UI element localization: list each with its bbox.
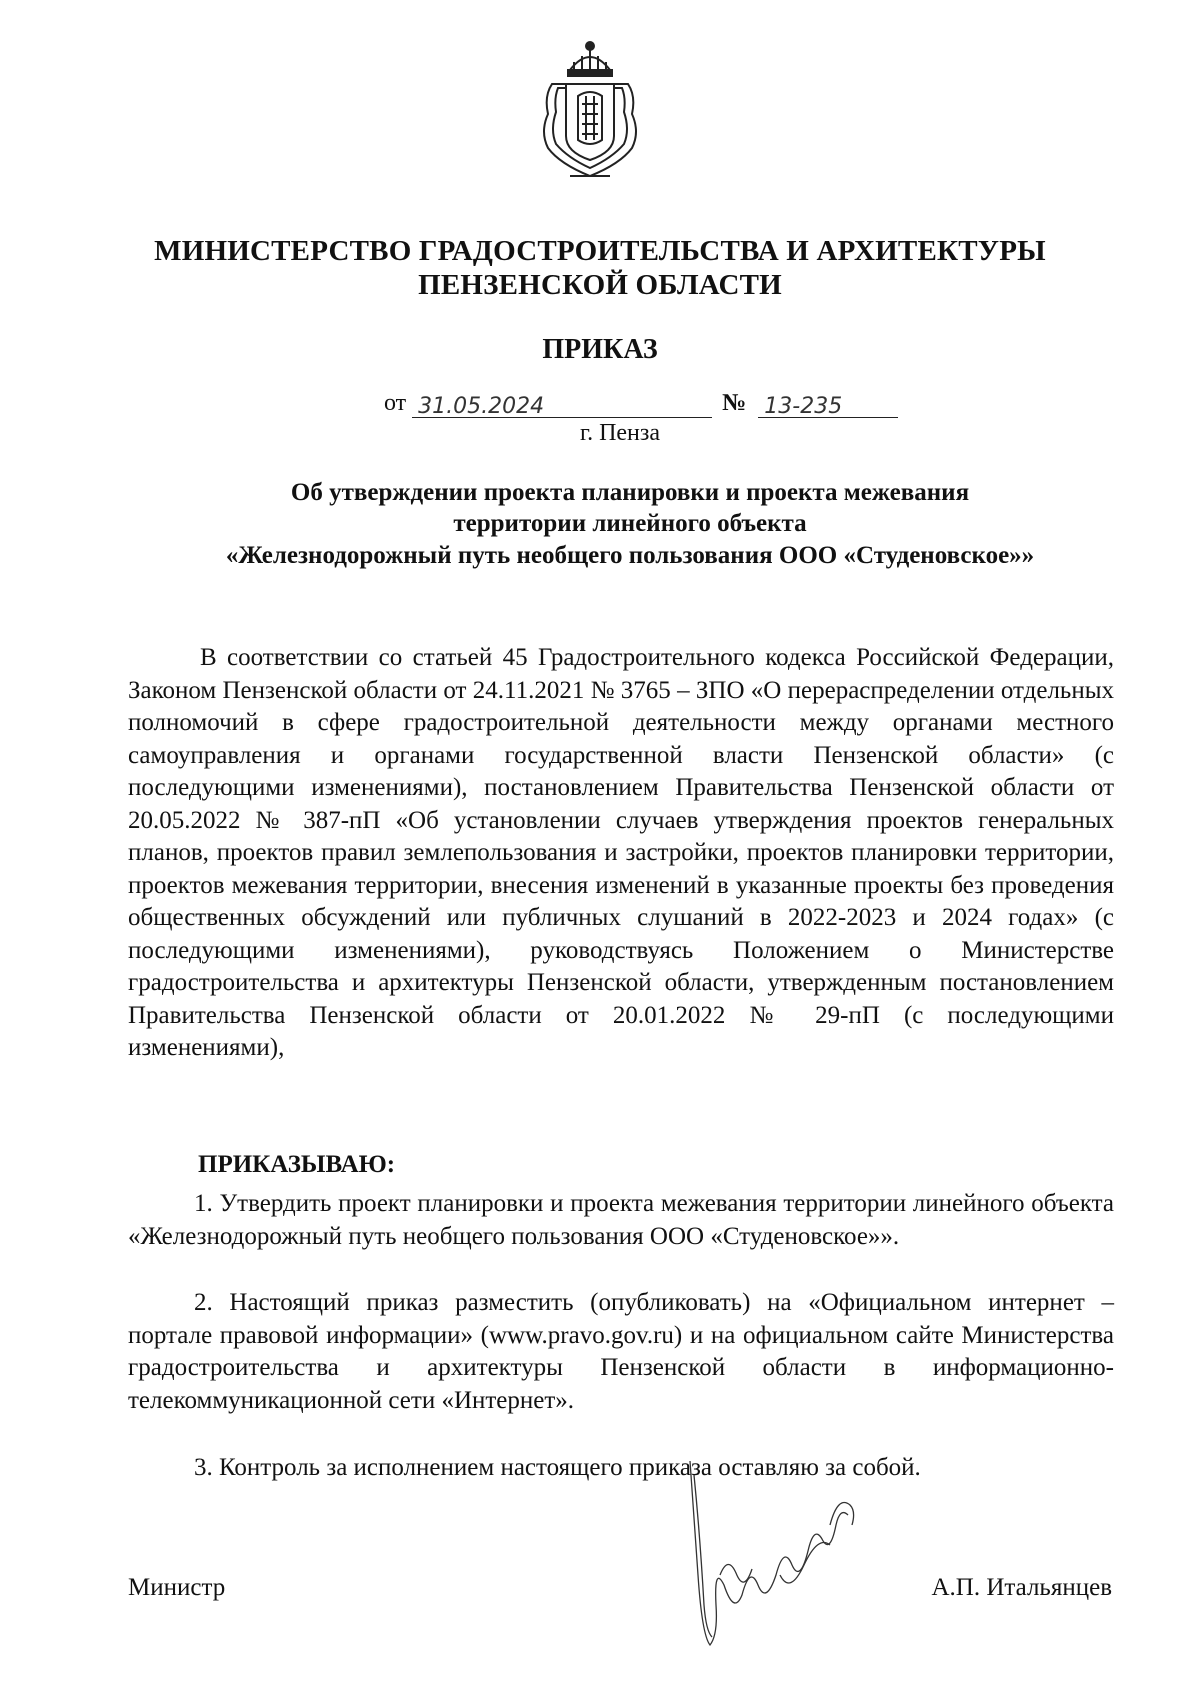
order-item-2: 2. Настоящий приказ разместить (опубликовать) на «Официальном интернет – портале правовой информации» (www.pravo.gov.ru) и на официальном сайте Министерства градостроительства и архитектуры Пензенской области в информационно-телекоммуникационной сети «Интернет».: [128, 1289, 1114, 1414]
preamble-paragraph: В соответствии со статьей 45 Градостроительного кодекса Российской Федерации, Законом Пензенской области от 24.11.2021 № 3765 – ЗПО «О перераспределении отдельных полномочий в сфере градостроительной деятельности между органами местного самоуправления и органами государственной власти Пензенской области» (с последующими изменениями), постановлением Правительства Пензенской области от 20.05.2022 № 387-пП «Об установлении случаев утверждения проектов генеральных планов, проектов правил землепользования и застройки, проектов планировки территории, проектов межевания территории, внесения изменений в указанные проекты без проведения общественных обсуждений или публичных слушаний в 2022-2023 и 2024 годах» (с последующими изменениями), руководствуясь Положением о Министерстве градостроительства и архитектуры Пензенской области, утвержденным постановлением Правительства Пензенской области от 20.01.2022 № 29-пП (с последующими изменениями),: [128, 644, 1114, 1061]
subject-line1: Об утверждении проекта планировки и проекта межевания: [290, 479, 970, 506]
order-item-1: 1. Утвердить проект планировки и проекта межевания территории линейного объекта «Железнодорожный путь необщего пользования ООО «Студеновское»».: [128, 1190, 1114, 1250]
number-prefix: №: [722, 390, 747, 416]
order-item-3: 3. Контроль за исполнением настоящего приказа оставляю за собой.: [194, 1454, 921, 1481]
subject-line2: территории линейного объекта: [453, 510, 807, 537]
subject-line3: «Железнодорожный путь необщего пользования ООО «Студеновское»»: [225, 542, 1035, 569]
document-type-title: ПРИКАЗ: [542, 334, 658, 365]
signer-name: А.П. Итальянцев: [931, 1574, 1112, 1601]
signature-icon: [680, 1455, 880, 1655]
number-field: 13-235: [758, 392, 898, 418]
ministry-name-line1: МИНИСТЕРСТВО ГРАДОСТРОИТЕЛЬСТВА И АРХИТЕКТУРЫ: [154, 235, 1046, 267]
orders-heading: ПРИКАЗЫВАЮ:: [198, 1151, 396, 1178]
ministry-name-line2: ПЕНЗЕНСКОЙ ОБЛАСТИ: [418, 269, 782, 301]
city-line: г. Пенза: [579, 420, 661, 446]
date-field: 31.05.2024: [412, 392, 712, 418]
signer-title: Министр: [128, 1574, 226, 1601]
date-prefix: от: [384, 390, 407, 416]
coat-of-arms-icon: [530, 36, 650, 184]
date-number-row: [384, 388, 898, 418]
